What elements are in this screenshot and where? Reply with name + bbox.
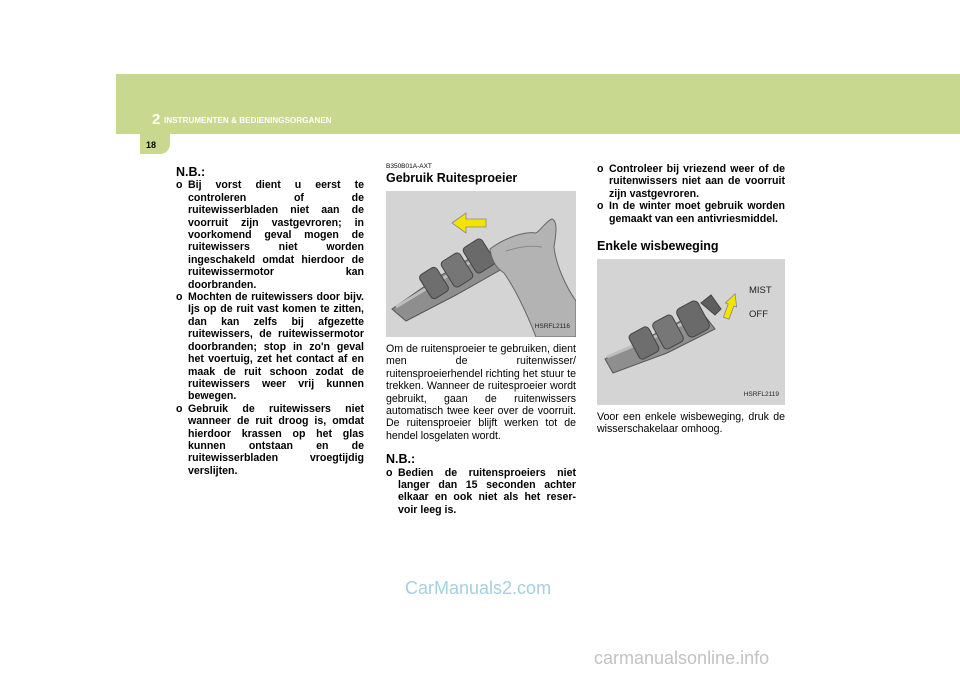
- figure-code: HSRFL2119: [743, 390, 779, 398]
- washer-lever-figure: [386, 191, 576, 337]
- list-item: o Controleer bij vriezend weer of de ruitenwissers niet aan de voorruit zijn vastgevroren.: [597, 163, 785, 200]
- single-wipe-lever-illustration: [597, 259, 785, 405]
- left-column: [176, 166, 364, 477]
- washer-lever-illustration: [386, 191, 576, 337]
- off-label: OFF: [749, 309, 768, 321]
- left-note-list: [176, 179, 364, 477]
- list-item: o Mochten de ruitewissers door bijv. Ijs op de ruit vast komen te zitten, dan kan zelfs bij afgezette ruitewissers, de ruitewissermotor doorbranden; stop in zo'n geval het voertuig, zet het contact af en maak de ruit schoon zodat de ruitewissers weer vrij kunnen bewegen.: [176, 291, 364, 403]
- figure-code: HSRFL2116: [534, 322, 570, 330]
- middle-note-heading: N.B.:: [386, 452, 416, 467]
- watermark-logo: CarManuals2.com: [405, 578, 552, 598]
- list-item: o Gebruik de ruitewissers niet wanneer de ruit droog is, omdat hierdoor krassen op het glas kunnen ontstaan en de ruitewisserbladen vroegtijdig verslijten.: [176, 403, 364, 477]
- site-watermark: carmanualsonline.info: [594, 648, 770, 668]
- list-item: o Bedien de ruitensproeiers niet langer dan 15 seconden achter elkaar en ook niet als het reser- voir leeg is.: [386, 467, 576, 517]
- section-title-single-wipe: Enkele wisbeweging: [597, 239, 719, 254]
- middle-note-list: [386, 467, 576, 517]
- middle-column: [386, 163, 576, 516]
- section-title-washer: Gebruik Ruitesproeier: [386, 171, 518, 185]
- single-wipe-body-text: Voor een enkele wisbeweging, druk de wisserschakelaar omhoog.: [597, 411, 785, 436]
- washer-body-text: Om de ruitensproeier te gebruiken, dient men de ruitenwisser/ ruitensproeierhendel richting het stuur te trekken. Wanneer de ruitesproeier wordt gebruikt, gaan de ruitenwissers automatisch twee keer over de voorruit. De ruitensproeier blijft werken tot de hendel losgelaten wordt.: [386, 343, 576, 442]
- single-wipe-figure: [597, 259, 785, 405]
- right-note-list: [597, 163, 785, 225]
- right-column: [597, 163, 785, 436]
- left-note-heading: N.B.:: [176, 165, 206, 179]
- section-code: B350B01A-AXT: [386, 163, 432, 170]
- header-band: [116, 74, 960, 134]
- chapter-number: 2: [152, 111, 161, 128]
- list-item: o In de winter moet gebruik worden gemaakt van een antivriesmiddel.: [597, 200, 785, 225]
- chapter-title: INSTRUMENTEN & BEDIENINGSORGANEN: [164, 116, 332, 125]
- mist-label: MIST: [749, 285, 772, 297]
- list-item: o Bij vorst dient u eerst te controleren of de ruitewisserbladen niet aan de voorruit zijn vastgevroren; in voorkomend geval mogen de ruitewissers niet worden ingeschakeld omdat hierdoor de ruitewissermotor kan doorbranden.: [176, 179, 364, 291]
- page-number: 18: [146, 140, 157, 150]
